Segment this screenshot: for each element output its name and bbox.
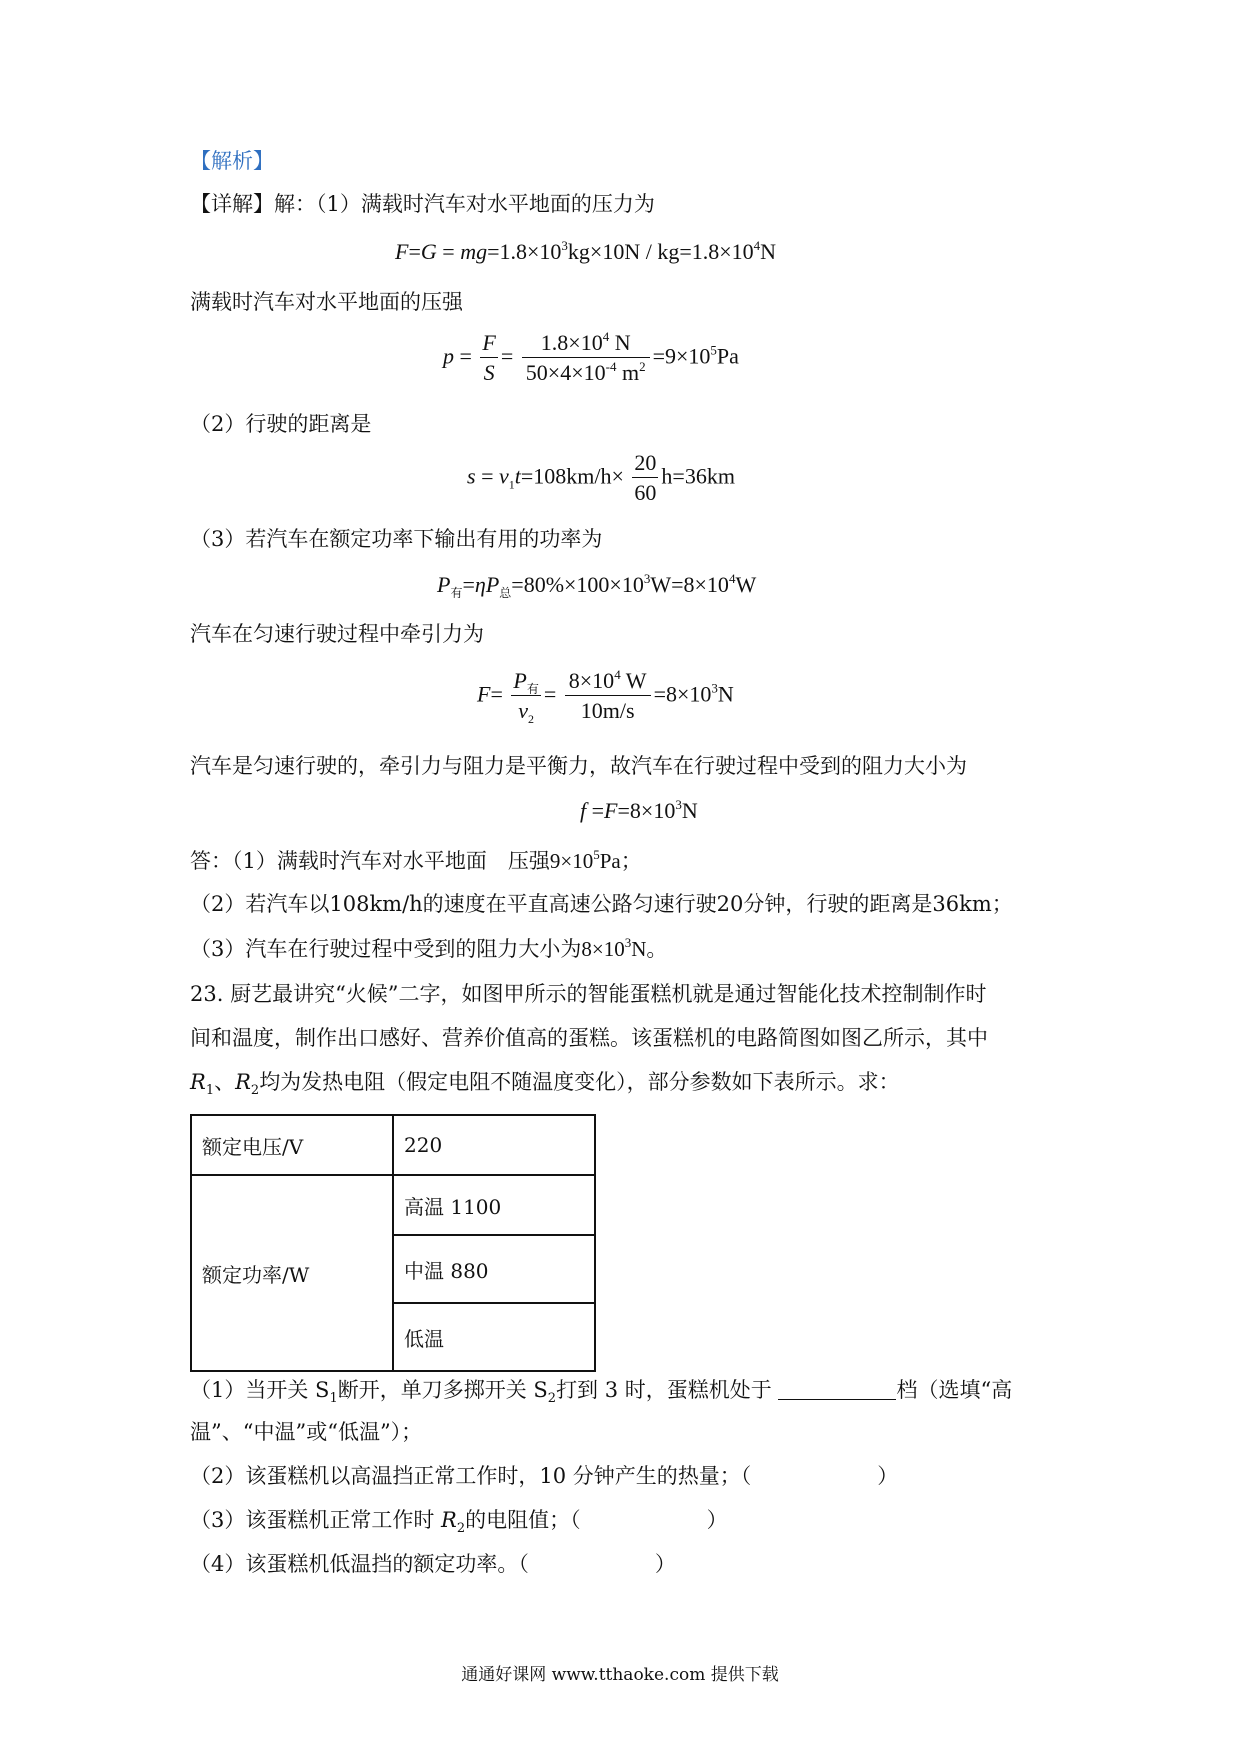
fraction-pressure-values: $\frac{1.8\times 10^4 N}{50\times 4\times 10^{-4} m^2}$ xyxy=(522,330,650,387)
question-23-line-1: 23. 厨艺最讲究“火候”二字，如图甲所示的智能蛋糕机就是通过智能化技术控制制作时 xyxy=(190,982,987,1006)
sub-question-4: （4）该蛋糕机低温挡的额定功率。（ ） xyxy=(190,1552,676,1576)
question-23-line-3: $R_1$、$R_2$均为发热电阻（假定电阻不随温度变化），部分参数如下表所示。求： xyxy=(190,1070,900,1099)
fraction-traction-values: $\frac{8\times 10^4 W}{10m/s}$ xyxy=(565,668,651,725)
part3-intro: （3）若汽车在额定功率下输出有用的功率为 xyxy=(190,527,603,551)
sub-question-3: （3）该蛋糕机正常工作时 $R_2$的电阻值；（ ） xyxy=(190,1508,728,1537)
equation-force: $F=G = mg=1.8\times 10^3kg\times 10N / kg=1.8\times 10^4N$ xyxy=(395,238,777,264)
rated-power-label: 额定功率/W xyxy=(191,1175,393,1371)
fraction-P-over-v: $\frac{P_有}{v_2}$ xyxy=(513,668,539,726)
equation-distance: $s = v_1t=108km/h\times$ $\frac{20}{60}$ h=36km xyxy=(467,450,735,505)
table-row xyxy=(191,1175,595,1235)
equation-useful-power: $P_有=\eta P_总=80\%\times 100\times 10^3W=8\times 10^4W$ xyxy=(437,571,757,600)
sub-question-2: （2）该蛋糕机以高温挡正常工作时，10 分钟产生的热量；（ ） xyxy=(190,1464,899,1488)
part2-intro: （2）行驶的距离是 xyxy=(190,412,372,436)
sub-question-1-line-1: （1）当开关 $S_1$断开，单刀多掷开关 $S_2$打到 3 时，蛋糕机处于 档（选填“高 xyxy=(190,1378,1013,1407)
power-mid: 中温 880 xyxy=(393,1235,595,1303)
page-footer: 通通好课网 www.tthaoke.com 提供下载 xyxy=(461,1665,779,1685)
pressure-intro: 满载时汽车对水平地面的压强 xyxy=(190,290,463,314)
table-row xyxy=(191,1115,595,1175)
question-23-line-2: 间和温度，制作出口感好、营养价值高的蛋糕。该蛋糕机的电路简图如图乙所示，其中 xyxy=(190,1026,988,1050)
detail-paragraph-1 xyxy=(190,190,655,218)
rated-voltage-value: 220 xyxy=(393,1115,595,1175)
answer-3: （3）汽车在行驶过程中受到的阻力大小为$8\times 10^3N$。 xyxy=(190,935,668,961)
balance-paragraph: 汽车是匀速行驶的，牵引力与阻力是平衡力，故汽车在行驶过程中受到的阻力大小为 xyxy=(190,754,967,778)
part1-intro: 解：（1）满载时汽车对水平地面的压力为 xyxy=(274,192,655,216)
equation-pressure: p = $\frac{F}{S}$ = $\frac{1.8\times 10^4 N}{50\times 4\times 10^{-4} m^2}$ $=9\times 10^5Pa$ xyxy=(443,329,739,385)
detail-tag: 【详解】 xyxy=(190,192,274,216)
rated-voltage-label: 额定电压/V xyxy=(191,1115,393,1175)
answer-blank[interactable] xyxy=(778,1377,896,1400)
sub-question-1-line-2: 温”、“中温”或“低温”）； xyxy=(190,1420,423,1444)
fraction-F-over-S: $\frac{F}{S}$ xyxy=(482,330,496,385)
analysis-tag: 【解析】 xyxy=(190,149,274,173)
power-low: 低温 xyxy=(393,1303,595,1371)
fraction-time: $\frac{20}{60}$ xyxy=(634,450,657,505)
power-high: 高温 1100 xyxy=(393,1175,595,1235)
equation-friction: $f =F=8\times 10^3N$ xyxy=(580,797,698,823)
answer-2: （2）若汽车以108km/h的速度在平直高速公路匀速行驶20分钟，行驶的距离是36km； xyxy=(190,892,1013,916)
traction-intro: 汽车在匀速行驶过程中牵引力为 xyxy=(190,622,484,646)
parameter-table xyxy=(190,1114,596,1372)
answer-1: 答：（1）满载时汽车对水平地面 压强$9\times 10^5Pa$； xyxy=(190,847,642,873)
equation-traction: F= $\frac{P_有}{v_2}$ = $\frac{8\times 10^4 W}{10m/s}$ $=8\times 10^3N$ xyxy=(477,667,734,726)
